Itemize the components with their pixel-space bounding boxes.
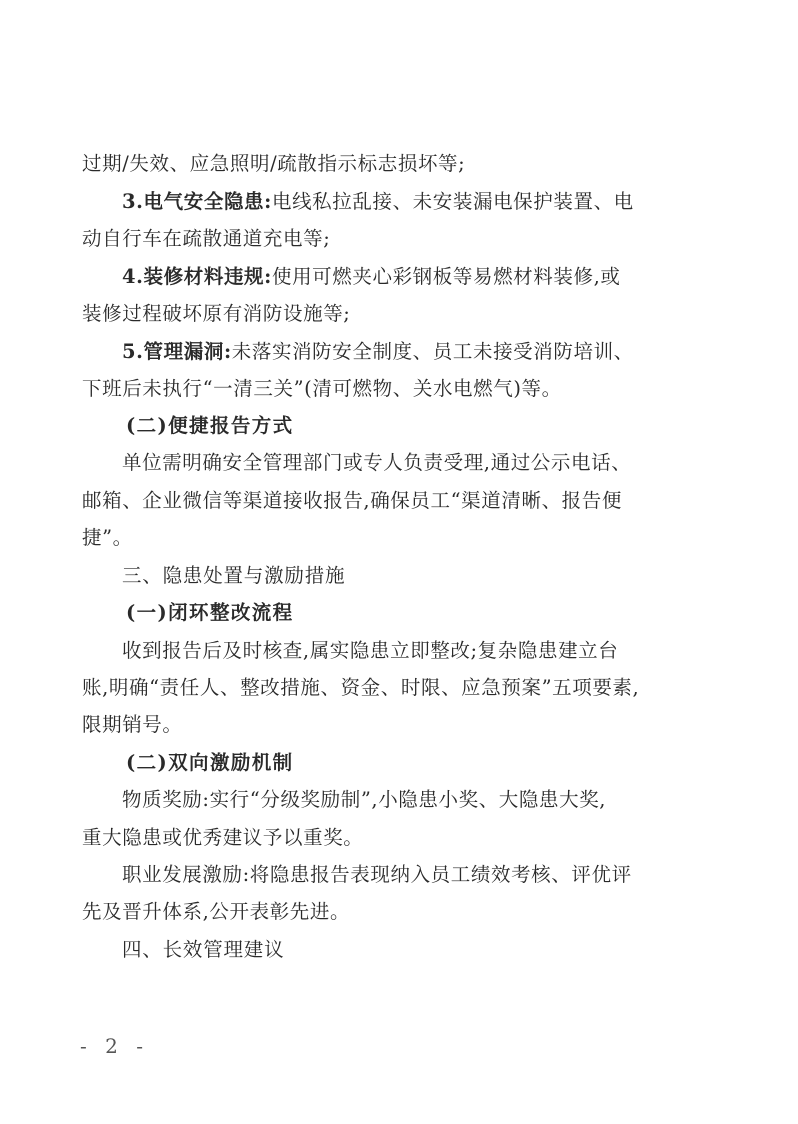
paragraph-line: 职业发展激励:将隐患报告表现纳入员工绩效考核、评优评 (122, 863, 632, 886)
text-line: 重大隐患或优秀建议予以重奖。 (82, 826, 364, 849)
page-number: - 2 - (80, 1034, 149, 1058)
text-line: 下班后未执行“一清三关”(清可燃物、关水电燃气)等。 (82, 377, 562, 400)
list-item: 5.管理漏洞:未落实消防安全制度、员工未接受消防培训、 (122, 340, 634, 363)
text-line: 捷”。 (82, 526, 133, 549)
text-line: 先及晋升体系,公开表彰先进。 (82, 900, 351, 923)
section-heading: 四、长效管理建议 (122, 938, 285, 961)
text-line: 限期销号。 (82, 713, 183, 736)
text-line: 动自行车在疏散通道充电等; (82, 227, 331, 250)
paragraph-line: 单位需明确安全管理部门或专人负责受理,通过公示电话、 (122, 451, 632, 474)
subsection-heading: (二)便捷报告方式 (126, 414, 294, 437)
text-line: 过期/失效、应急照明/疏散指示标志损坏等; (82, 152, 466, 175)
paragraph-line: 收到报告后及时核查,属实隐患立即整改;复杂隐患建立台 (122, 639, 619, 662)
subsection-heading: (一)闭环整改流程 (126, 601, 294, 624)
section-heading: 三、隐患处置与激励措施 (122, 564, 346, 587)
subsection-heading: (二)双向激励机制 (126, 751, 294, 774)
paragraph-line: 物质奖励:实行“分级奖励制”,小隐患小奖、大隐患大奖, (122, 788, 607, 811)
list-item: 4.装修材料违规:使用可燃夹心彩钢板等易燃材料装修,或 (122, 265, 621, 288)
text-line: 邮箱、企业微信等渠道接收报告,确保员工“渠道清晰、报告便 (82, 489, 622, 512)
item-lead: 4.装修材料违规: (122, 265, 272, 288)
list-item: 3.电气安全隐患:电线私拉乱接、未安装漏电保护装置、电 (122, 190, 634, 213)
text-line: 装修过程破坏原有消防设施等; (82, 302, 351, 325)
item-lead: 5.管理漏洞: (122, 340, 232, 363)
text-line: 账,明确“责任人、整改措施、资金、时限、应急预案”五项要素, (82, 676, 640, 699)
item-lead: 3.电气安全隐患: (122, 190, 272, 213)
